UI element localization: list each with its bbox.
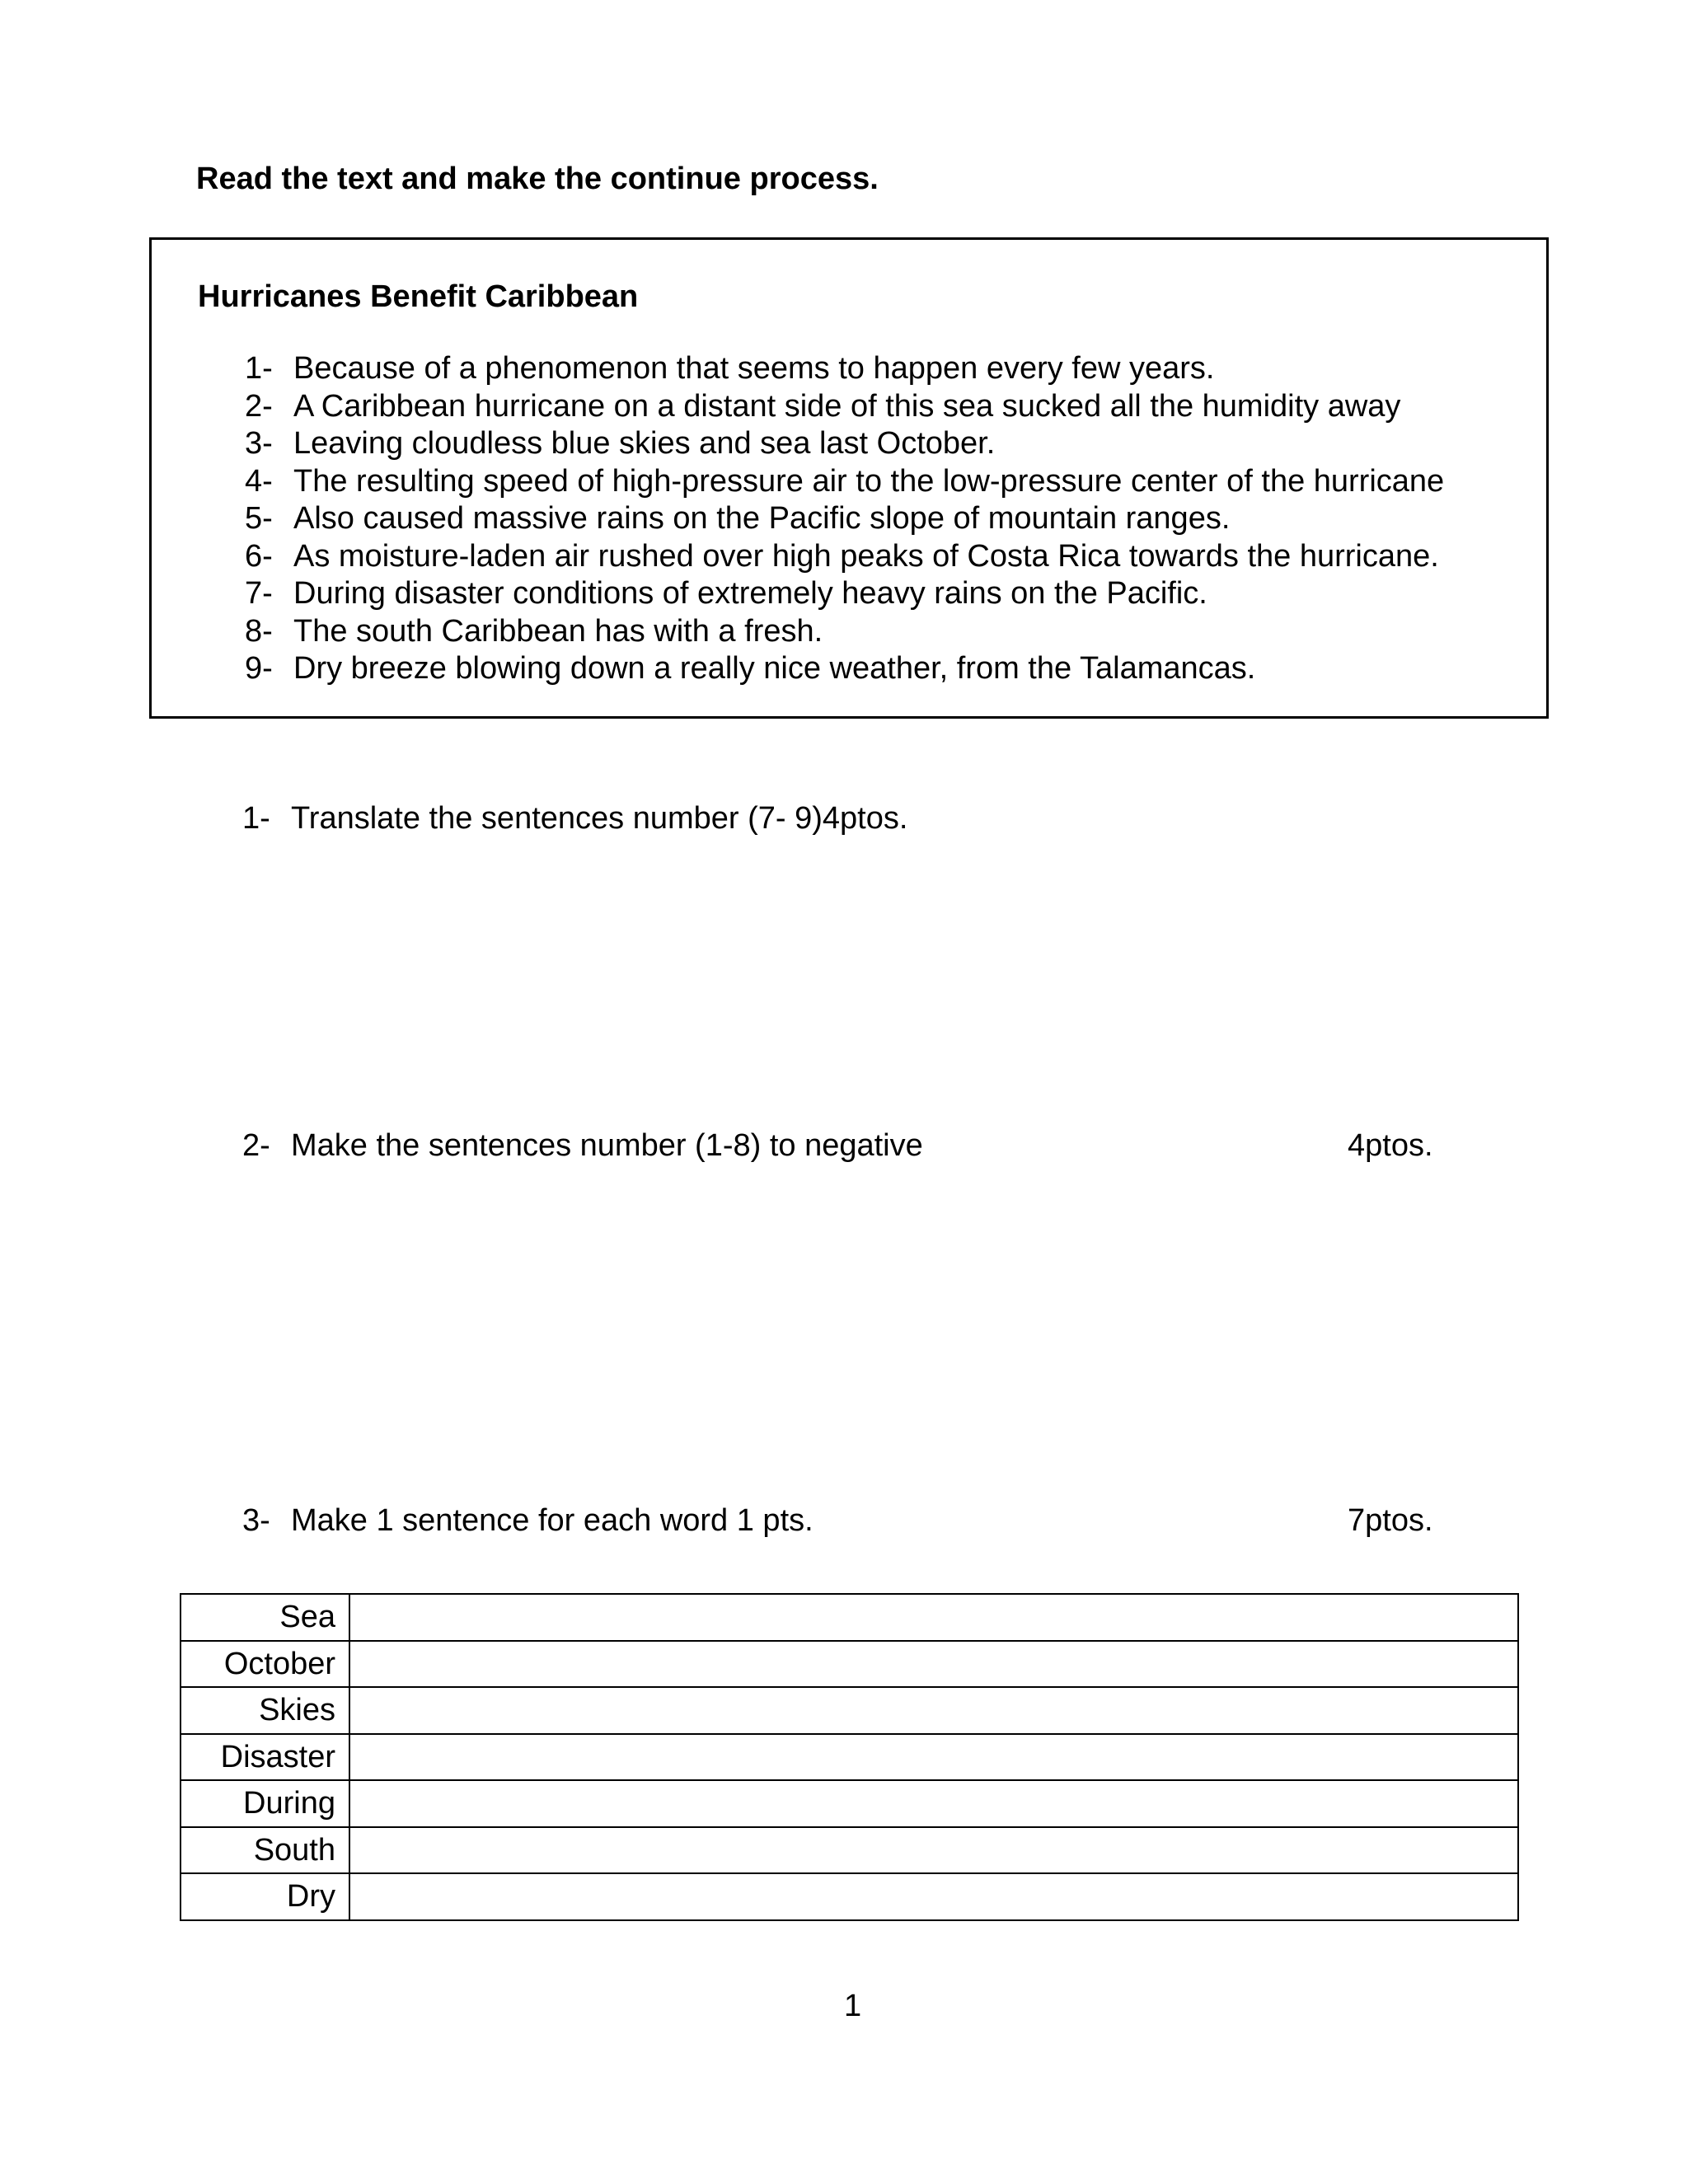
question-1 [242,799,907,838]
question-text: Translate the sentences number (7- 9)4ptos. [291,801,908,836]
sentence-number: 7- [245,576,273,611]
sentence-item [245,500,1444,538]
sentence-text: As moisture-laden air rushed over high peaks of Costa Rica towards the hurricane. [293,538,1439,574]
sentence-item [245,463,1444,501]
sentence-item [245,538,1444,576]
sentence-answer-cell[interactable] [349,1687,1518,1734]
sentence-text: Dry breeze blowing down a really nice weather, from the Talamancas. [293,651,1256,686]
sentence-item [245,425,1444,463]
table-row [181,1734,1518,1781]
sentence-answer-cell[interactable] [349,1827,1518,1874]
question-2-points: 4ptos. [1348,1128,1433,1163]
sentence-number: 1- [245,351,273,386]
table-row [181,1827,1518,1874]
table-row [181,1780,1518,1827]
sentence-number: 3- [245,426,273,461]
sentence-text: The resulting speed of high-pressure air to the low-pressure center of the hurricane [293,463,1445,499]
sentence-answer-cell[interactable] [349,1641,1518,1688]
word-cell: Sea [181,1594,349,1641]
table-row [181,1873,1518,1920]
question-number: 1- [242,801,270,836]
word-cell: Dry [181,1873,349,1920]
sentence-text: The south Caribbean has with a fresh. [293,613,823,649]
sentence-answer-cell[interactable] [349,1734,1518,1781]
sentence-number: 6- [245,538,273,574]
sentence-item [245,650,1444,688]
question-3-points: 7ptos. [1348,1503,1433,1538]
sentence-item [245,388,1444,426]
question-text: Make 1 sentence for each word 1 pts. [291,1503,814,1538]
question-text: Make the sentences number (1-8) to negative [291,1128,923,1163]
sentence-text: Also caused massive rains on the Pacific slope of mountain ranges. [293,501,1231,536]
word-cell: During [181,1780,349,1827]
word-cell: October [181,1641,349,1688]
sentence-item [245,613,1444,651]
table-row [181,1641,1518,1688]
word-cell: Disaster [181,1734,349,1781]
sentence-answer-cell[interactable] [349,1780,1518,1827]
table-row [181,1687,1518,1734]
sentence-item [245,575,1444,613]
page-number: 1 [844,1989,862,2023]
sentence-text: Leaving cloudless blue skies and sea last October. [293,426,996,461]
sentence-number: 2- [245,388,273,424]
sentence-answer-cell[interactable] [349,1594,1518,1641]
sentence-number: 9- [245,651,273,686]
sentence-answer-cell[interactable] [349,1873,1518,1920]
word-cell: South [181,1827,349,1874]
table-row [181,1594,1518,1641]
sentence-number: 5- [245,501,273,536]
sentence-text: During disaster conditions of extremely heavy rains on the Pacific. [293,576,1207,611]
question-3 [242,1501,814,1540]
sentence-text: Because of a phenomenon that seems to happen every few years. [293,351,1215,386]
question-number: 2- [242,1128,270,1163]
sentence-list [245,350,1444,688]
question-2 [242,1126,923,1165]
sentence-item [245,350,1444,388]
word-sentence-table [180,1593,1519,1921]
question-number: 3- [242,1503,270,1538]
reading-title: Hurricanes Benefit Caribbean [198,279,639,314]
sentence-number: 8- [245,613,273,649]
sentence-text: A Caribbean hurricane on a distant side of this sea sucked all the humidity away [293,388,1401,424]
sentence-number: 4- [245,463,273,499]
instruction-heading: Read the text and make the continue process. [196,162,879,196]
word-cell: Skies [181,1687,349,1734]
reading-text-box [149,237,1549,719]
